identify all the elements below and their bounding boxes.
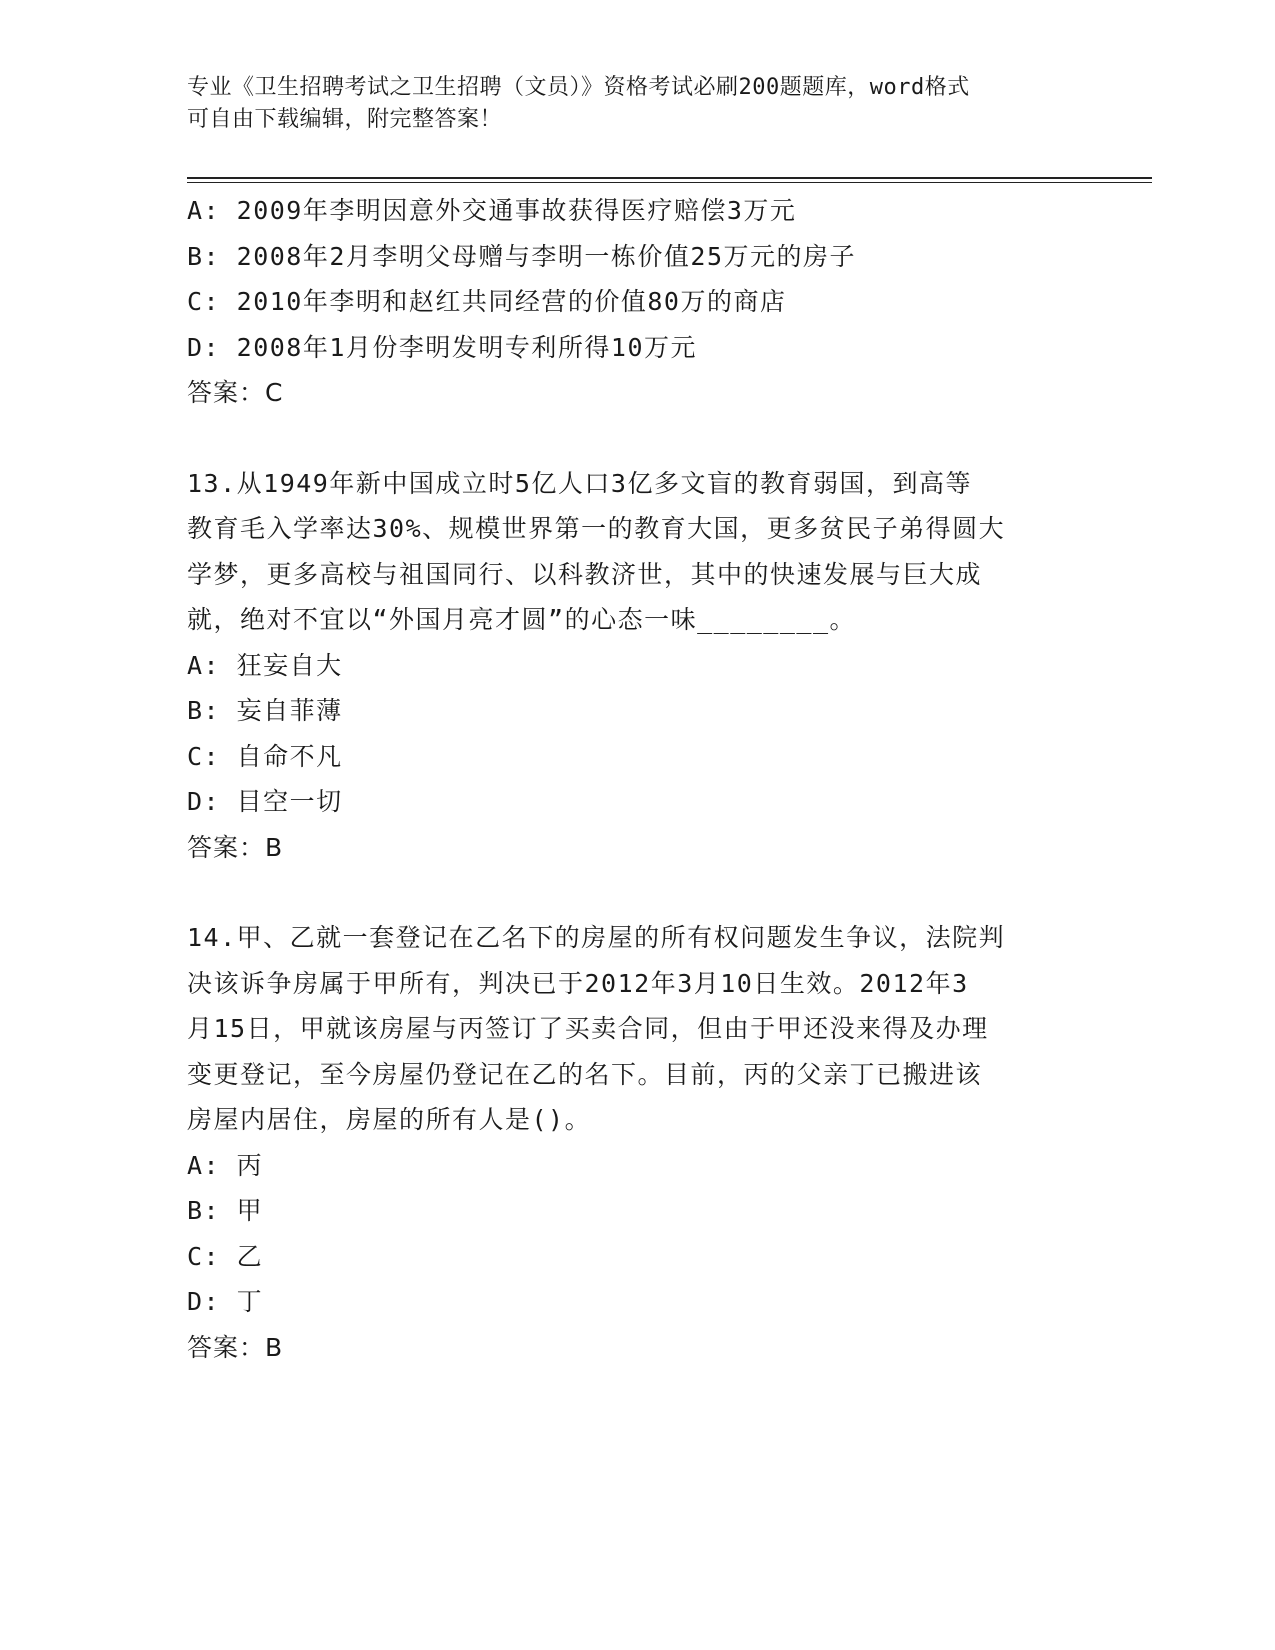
question-14-stem — [187, 915, 1087, 1143]
question-14-stem-line: 变更登记，至今房屋仍登记在乙的名下。目前，丙的父亲丁已搬进该 — [187, 1059, 983, 1089]
question-13-answer: 答案：B — [187, 832, 284, 862]
question-12-block — [187, 188, 1087, 416]
question-14-block — [187, 915, 1087, 1370]
question-12-option-d: D: 2008年1月份李明发明专利所得10万元 — [187, 332, 698, 362]
question-12-option-a: A: 2009年李明因意外交通事故获得医疗赔偿3万元 — [187, 196, 797, 225]
question-14-stem-line: 月15日，甲就该房屋与丙签订了买卖合同，但由于甲还没来得及办理 — [187, 1014, 989, 1043]
question-13-stem-line: 教育毛入学率达30%、规模世界第一的教育大国，更多贫民子弟得圆大 — [187, 514, 1006, 543]
question-14-stem-line: 决该诉争房属于甲所有，判决已于2012年3月10日生效。2012年3 — [187, 968, 969, 998]
question-13-option-d: D: 目空一切 — [187, 787, 343, 816]
question-13-stem-line: 就，绝对不宜以“外国月亮才圆”的心态一味________。 — [187, 605, 857, 634]
header-title-line-1: 专业《卫生招聘考试之卫生招聘（文员）》资格考试必刷200题题库，word格式 — [187, 75, 970, 100]
question-14-stem-line: 房屋内居住，房屋的所有人是()。 — [187, 1105, 592, 1134]
spacer — [187, 870, 1087, 915]
question-13-stem — [187, 461, 1087, 643]
question-14-option-c: C: 乙 — [187, 1241, 264, 1271]
question-13-stem-line: 13.从1949年新中国成立时5亿人口3亿多文盲的教育弱国，到高等 — [187, 468, 972, 498]
question-12-option-c: C: 2010年李明和赵红共同经营的价值80万的商店 — [187, 287, 787, 316]
spacer — [187, 416, 1087, 461]
question-13-block — [187, 461, 1087, 871]
header-divider-thin — [187, 182, 1152, 183]
question-13-option-a: A: 狂妄自大 — [187, 650, 343, 680]
header-title-line-2: 可自由下载编辑，附完整答案！ — [187, 107, 503, 132]
question-13-option-b: B: 妄自菲薄 — [187, 696, 343, 725]
question-12-option-b: B: 2008年2月李明父母赠与李明一栋价值25万元的房子 — [187, 241, 857, 271]
question-14-option-d: D: 丁 — [187, 1287, 264, 1316]
document-header — [187, 72, 1087, 136]
header-divider-thick — [187, 177, 1152, 179]
question-content — [187, 188, 1087, 1370]
question-14-answer: 答案：B — [187, 1332, 284, 1362]
question-14-stem-line: 14.甲、乙就一套登记在乙名下的房屋的所有权问题发生争议，法院判 — [187, 923, 1006, 952]
question-13-stem-line: 学梦，更多高校与祖国同行、以科教济世，其中的快速发展与巨大成 — [187, 559, 983, 589]
question-14-option-a: A: 丙 — [187, 1150, 264, 1180]
question-12-answer: 答案：C — [187, 378, 284, 407]
question-14-option-b: B: 甲 — [187, 1196, 264, 1225]
question-13-option-c: C: 自命不凡 — [187, 741, 343, 771]
